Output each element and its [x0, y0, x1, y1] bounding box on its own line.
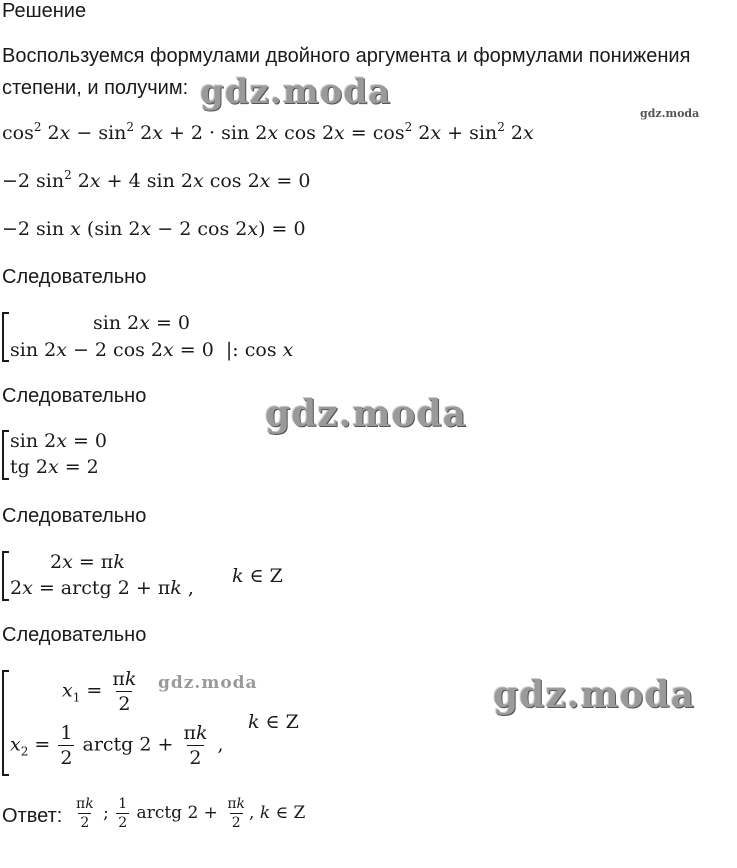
watermark-2: gdz.moda	[265, 393, 467, 435]
watermark-4: gdz.moda	[493, 674, 695, 716]
system-3-line-2: 2x = arctg 2 + πk ,	[10, 577, 194, 599]
intro-line-2: степени, и получим:	[2, 77, 189, 99]
system-4-line-1: $x_1$ = $\frac{\pi k}{2}$	[62, 668, 137, 715]
intro-line-1: Воспользуемся формулами двойного аргумента и формулами понижения	[2, 45, 691, 67]
answer-label: Ответ:	[2, 805, 63, 827]
system-4-condition: k ∈ Z	[248, 711, 299, 733]
equation-2: −2 $\sin^2 2x + 4$ sin 2x cos 2x = 0	[2, 168, 311, 192]
system-2-line-2: tg 2x = 2	[10, 456, 99, 478]
therefore-1: Следовательно	[2, 266, 147, 288]
solution-heading: Решение	[2, 0, 87, 22]
watermark-1: gdz.moda	[200, 72, 392, 112]
equation-3: −2 sin x (sin 2x − 2 cos 2x) = 0	[2, 218, 306, 240]
system-1-line-2: sin 2x − 2 cos 2x = 0 |: cos x	[10, 339, 294, 361]
system-3-line-1: 2x = πk	[50, 551, 125, 573]
system-3-bracket	[2, 551, 9, 601]
system-4-bracket	[2, 670, 9, 776]
system-2-line-1: sin 2x = 0	[10, 430, 108, 452]
therefore-2: Следовательно	[2, 385, 147, 407]
watermark-small-1: gdz.moda	[640, 107, 700, 120]
therefore-3: Следовательно	[2, 505, 147, 527]
system-4-line-2: $x_2$ = $\frac{1}{2}$ arctg 2 + $\frac{\pi k}{2}$ ,	[10, 722, 224, 769]
system-1-line-1: sin 2x = 0	[93, 312, 191, 334]
therefore-4: Следовательно	[2, 624, 147, 646]
system-2-bracket	[2, 430, 9, 480]
watermark-3: gdz.moda	[158, 673, 258, 693]
system-3-condition: k ∈ Z	[232, 565, 283, 587]
system-1-bracket	[2, 312, 9, 362]
equation-1: $\cos^2 2x - \sin^2 2x + 2 \cdot \sin 2x$ $\cos 2x = \cos^2 2x + \sin^2 2x$	[2, 120, 534, 144]
answer-expression: $\frac{\pi k}{2}$ ; $\frac{1}{2}$ arctg 2 + $\frac{\pi k}{2}$ , k ∈ Z	[76, 796, 306, 831]
